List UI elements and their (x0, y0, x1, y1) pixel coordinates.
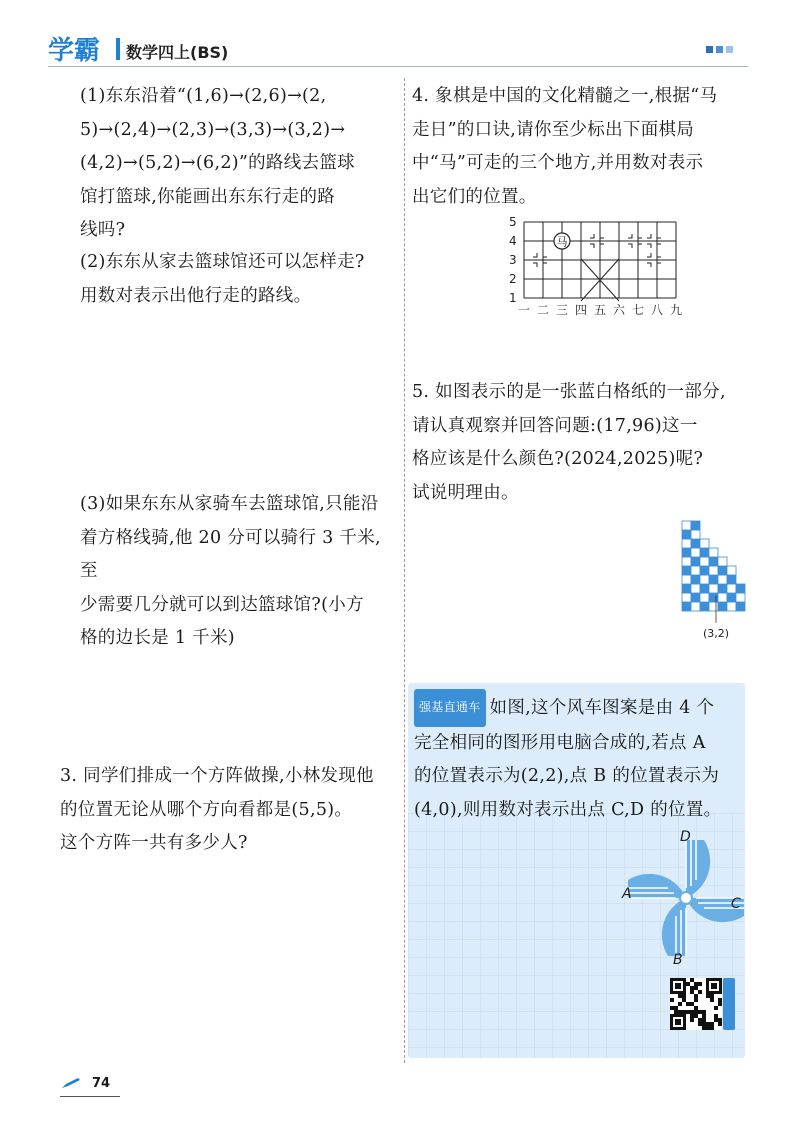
grid-cell (727, 602, 736, 611)
grid-cell (682, 602, 691, 611)
grid-cell (691, 539, 700, 548)
qr-module (710, 994, 714, 998)
text-line: 5. 如图表示的是一张蓝白格纸的一部分, (412, 382, 726, 402)
grid-cell (700, 602, 709, 611)
row-label: 3 (509, 253, 517, 267)
column-label: 一 (517, 303, 531, 317)
qr-module (698, 982, 702, 986)
brand-logo: 学霸 (48, 36, 101, 66)
qr-module (694, 994, 698, 998)
grid-cell (700, 575, 709, 584)
grid-cell (709, 593, 718, 602)
point-label-a: A (622, 886, 632, 902)
grid-cell (727, 584, 736, 593)
qr-module (702, 1018, 706, 1022)
horse-label: 马 (556, 235, 568, 249)
qr-code[interactable] (670, 978, 736, 1036)
windmill-blade (686, 840, 710, 898)
column-label: 五 (593, 303, 607, 317)
grid-cell (709, 548, 718, 557)
book-series-title: 数学四上(BS) (126, 43, 229, 62)
qr-module (714, 1014, 718, 1018)
grid-cell (700, 584, 709, 593)
page-number: 74 (92, 1076, 111, 1091)
text-line: (2)东东从家去篮球馆还可以怎样走? (80, 252, 365, 272)
qr-module (686, 1002, 690, 1006)
grid-cell (691, 566, 700, 575)
text-line: 格的边长是 1 千米) (80, 628, 235, 648)
qr-module (678, 994, 682, 998)
qr-module (670, 1006, 674, 1010)
text-line: 线吗? (80, 220, 126, 240)
grid-cell (691, 575, 700, 584)
qr-module (678, 1010, 682, 1014)
qr-module (714, 1018, 718, 1022)
point-label-c: C (731, 896, 741, 912)
grid-cell (682, 584, 691, 593)
logo-divider (116, 38, 120, 60)
qr-module (690, 978, 694, 982)
row-label: 4 (509, 234, 517, 248)
bonus-question (414, 689, 744, 827)
qr-module (694, 1006, 698, 1010)
qr-module (718, 1022, 722, 1026)
qr-module (674, 1006, 678, 1010)
grid-cell (682, 539, 691, 548)
qr-module (706, 1022, 710, 1026)
bonus-section (408, 683, 745, 1058)
qr-module (690, 990, 694, 994)
qr-module (718, 998, 722, 1002)
grid-cell (709, 566, 718, 575)
qr-module (690, 1010, 694, 1014)
grid-cell (727, 575, 736, 584)
text-line: 走日”的口诀,请你至少标出下面棋局 (412, 119, 695, 140)
qr-module (710, 1022, 714, 1026)
qr-module (690, 1018, 694, 1022)
question-2-part-2 (80, 246, 398, 313)
grid-cell (691, 521, 700, 530)
text-line: (4,2)→(5,2)→(6,2)”的路线去篮球 (80, 153, 355, 173)
header-square-3 (726, 46, 733, 53)
text-line: 请认真观察并回答问题:(17,96)这一 (412, 415, 698, 436)
qr-module (694, 986, 698, 990)
qr-finder (675, 1019, 681, 1025)
grid-cell (691, 593, 700, 602)
qr-module (706, 1026, 710, 1030)
chess-column-labels (518, 302, 682, 317)
grid-cell (691, 530, 700, 539)
text-line: 出它们的位置。 (412, 186, 537, 207)
column-label: 二 (536, 303, 550, 317)
text-line: 5)→(2,4)→(2,3)→(3,3)→(3,2)→ (80, 119, 346, 140)
qr-module (718, 1002, 722, 1006)
text-line: (3)如果东东从家骑车去篮球馆,只能沿 (80, 494, 379, 514)
question-2-part-3 (80, 488, 398, 656)
grid-cell (736, 602, 745, 611)
qr-module (702, 1014, 706, 1018)
grid-cell (727, 593, 736, 602)
column-label: 四 (574, 303, 588, 317)
qr-module (682, 998, 686, 1002)
qr-module (694, 1010, 698, 1014)
text-line: 3. 同学们排成一个方阵做操,小林发现他 (60, 766, 374, 786)
stair-grid (682, 521, 745, 611)
qr-module (682, 994, 686, 998)
qr-module (674, 1010, 678, 1014)
column-label: 六 (612, 303, 626, 317)
grid-cell (682, 530, 691, 539)
text-line: 试说明理由。 (412, 482, 519, 503)
grid-cell (727, 566, 736, 575)
point-label-d: D (680, 829, 691, 845)
question-2-part-1 (80, 80, 398, 248)
grid-cell (736, 584, 745, 593)
qr-module (694, 998, 698, 1002)
grid-cell (682, 521, 691, 530)
grid-cell (682, 548, 691, 557)
grid-cell (736, 593, 745, 602)
grid-cell (709, 575, 718, 584)
footer-rule (60, 1096, 120, 1097)
text-line: 中“马”可走的三个地方,并用数对表示 (412, 153, 704, 173)
qr-module (698, 1018, 702, 1022)
text-line: (1)东东沿着“(1,6)→(2,6)→(2, (80, 86, 327, 106)
column-label: 三 (555, 303, 569, 317)
windmill-blade (628, 874, 686, 898)
qr-module (690, 1002, 694, 1006)
text-line: 如图,这个风车图案是由 4 个 (489, 698, 715, 718)
qr-module (694, 1014, 698, 1018)
qr-finder (675, 983, 681, 989)
qr-module (702, 1010, 706, 1014)
qr-module (682, 1010, 686, 1014)
windmill-hub (680, 892, 692, 904)
blue-white-grid-diagram (680, 515, 750, 645)
grid-cell (691, 584, 700, 593)
grid-cell (718, 593, 727, 602)
grid-cell (718, 566, 727, 575)
grid-cell (682, 575, 691, 584)
chess-grid (524, 222, 676, 298)
text-line: 少需要几分就可以到达篮球馆?(小方 (80, 594, 364, 615)
grid-cell (700, 548, 709, 557)
grid-cell (691, 548, 700, 557)
qr-module (670, 998, 674, 1002)
qr-module (690, 986, 694, 990)
question-5 (412, 376, 747, 510)
text-line: 完全相同的图形用电脑合成的,若点 A (414, 732, 706, 753)
qr-module (686, 1010, 690, 1014)
point-label-b: B (673, 952, 683, 968)
qr-module (698, 1022, 702, 1026)
column-divider (404, 78, 405, 1063)
grid-cell (682, 566, 691, 575)
chess-board-diagram (505, 215, 685, 320)
grid-cell (718, 575, 727, 584)
grid-cell (691, 557, 700, 566)
text-line: 4. 象棋是中国的文化精髓之一,根据“马 (412, 86, 718, 106)
text-line: 用数对表示出他行走的路线。 (80, 285, 312, 306)
header-rule (48, 66, 748, 67)
grid-cell (700, 539, 709, 548)
grid-cell (718, 584, 727, 593)
qr-finder (711, 983, 717, 989)
qr-module (718, 1018, 722, 1022)
qr-module (694, 982, 698, 986)
header-square-1 (706, 46, 713, 53)
qr-module (678, 1002, 682, 1006)
qr-module (710, 998, 714, 1002)
grid-cell (700, 566, 709, 575)
grid-cell (682, 557, 691, 566)
chess-point-markers (533, 234, 661, 267)
column-label: 九 (669, 303, 683, 317)
grid-point-label: (3,2) (702, 627, 730, 640)
qr-module (702, 1026, 706, 1030)
grid-cell (682, 593, 691, 602)
grid-cell (709, 584, 718, 593)
text-line: 格应该是什么颜色?(2024,2025)呢? (412, 449, 704, 469)
qr-module (706, 994, 710, 998)
text-line: 着方格线骑,他 20 分可以骑行 3 千米,至 (80, 527, 381, 581)
pencil-icon (60, 1076, 82, 1090)
grid-cell (700, 557, 709, 566)
qr-module (698, 990, 702, 994)
text-line: 馆打篮球,你能画出东东行走的路 (80, 186, 336, 207)
grid-cell (709, 602, 718, 611)
qr-module (698, 1010, 702, 1014)
grid-cell (691, 602, 700, 611)
text-line: 这个方阵一共有多少人? (60, 833, 248, 853)
bonus-tag: 强基直通车 (414, 689, 486, 727)
column-label: 八 (650, 303, 664, 317)
grid-cell (718, 557, 727, 566)
question-4 (412, 80, 747, 214)
qr-module (710, 1026, 714, 1030)
row-label: 1 (509, 291, 517, 305)
header-square-2 (716, 46, 723, 53)
qr-module (686, 982, 690, 986)
grid-cell (700, 593, 709, 602)
grid-cell (718, 602, 727, 611)
text-line: (4,0),则用数对表示出点 C,D 的位置。 (414, 799, 722, 820)
windmill-diagram (618, 828, 745, 968)
chess-row-labels (509, 215, 517, 305)
column-label: 七 (631, 303, 645, 317)
qr-module (690, 1014, 694, 1018)
windmill-blade (662, 898, 686, 956)
grid-cell (709, 557, 718, 566)
question-3 (60, 760, 400, 861)
row-label: 5 (509, 215, 517, 229)
qr-module (714, 1006, 718, 1010)
qr-module (702, 1022, 706, 1026)
row-label: 2 (509, 272, 517, 286)
text-line: 的位置无论从哪个方向看都是(5,5)。 (60, 799, 353, 820)
text-line: 的位置表示为(2,2),点 B 的位置表示为 (414, 766, 720, 786)
